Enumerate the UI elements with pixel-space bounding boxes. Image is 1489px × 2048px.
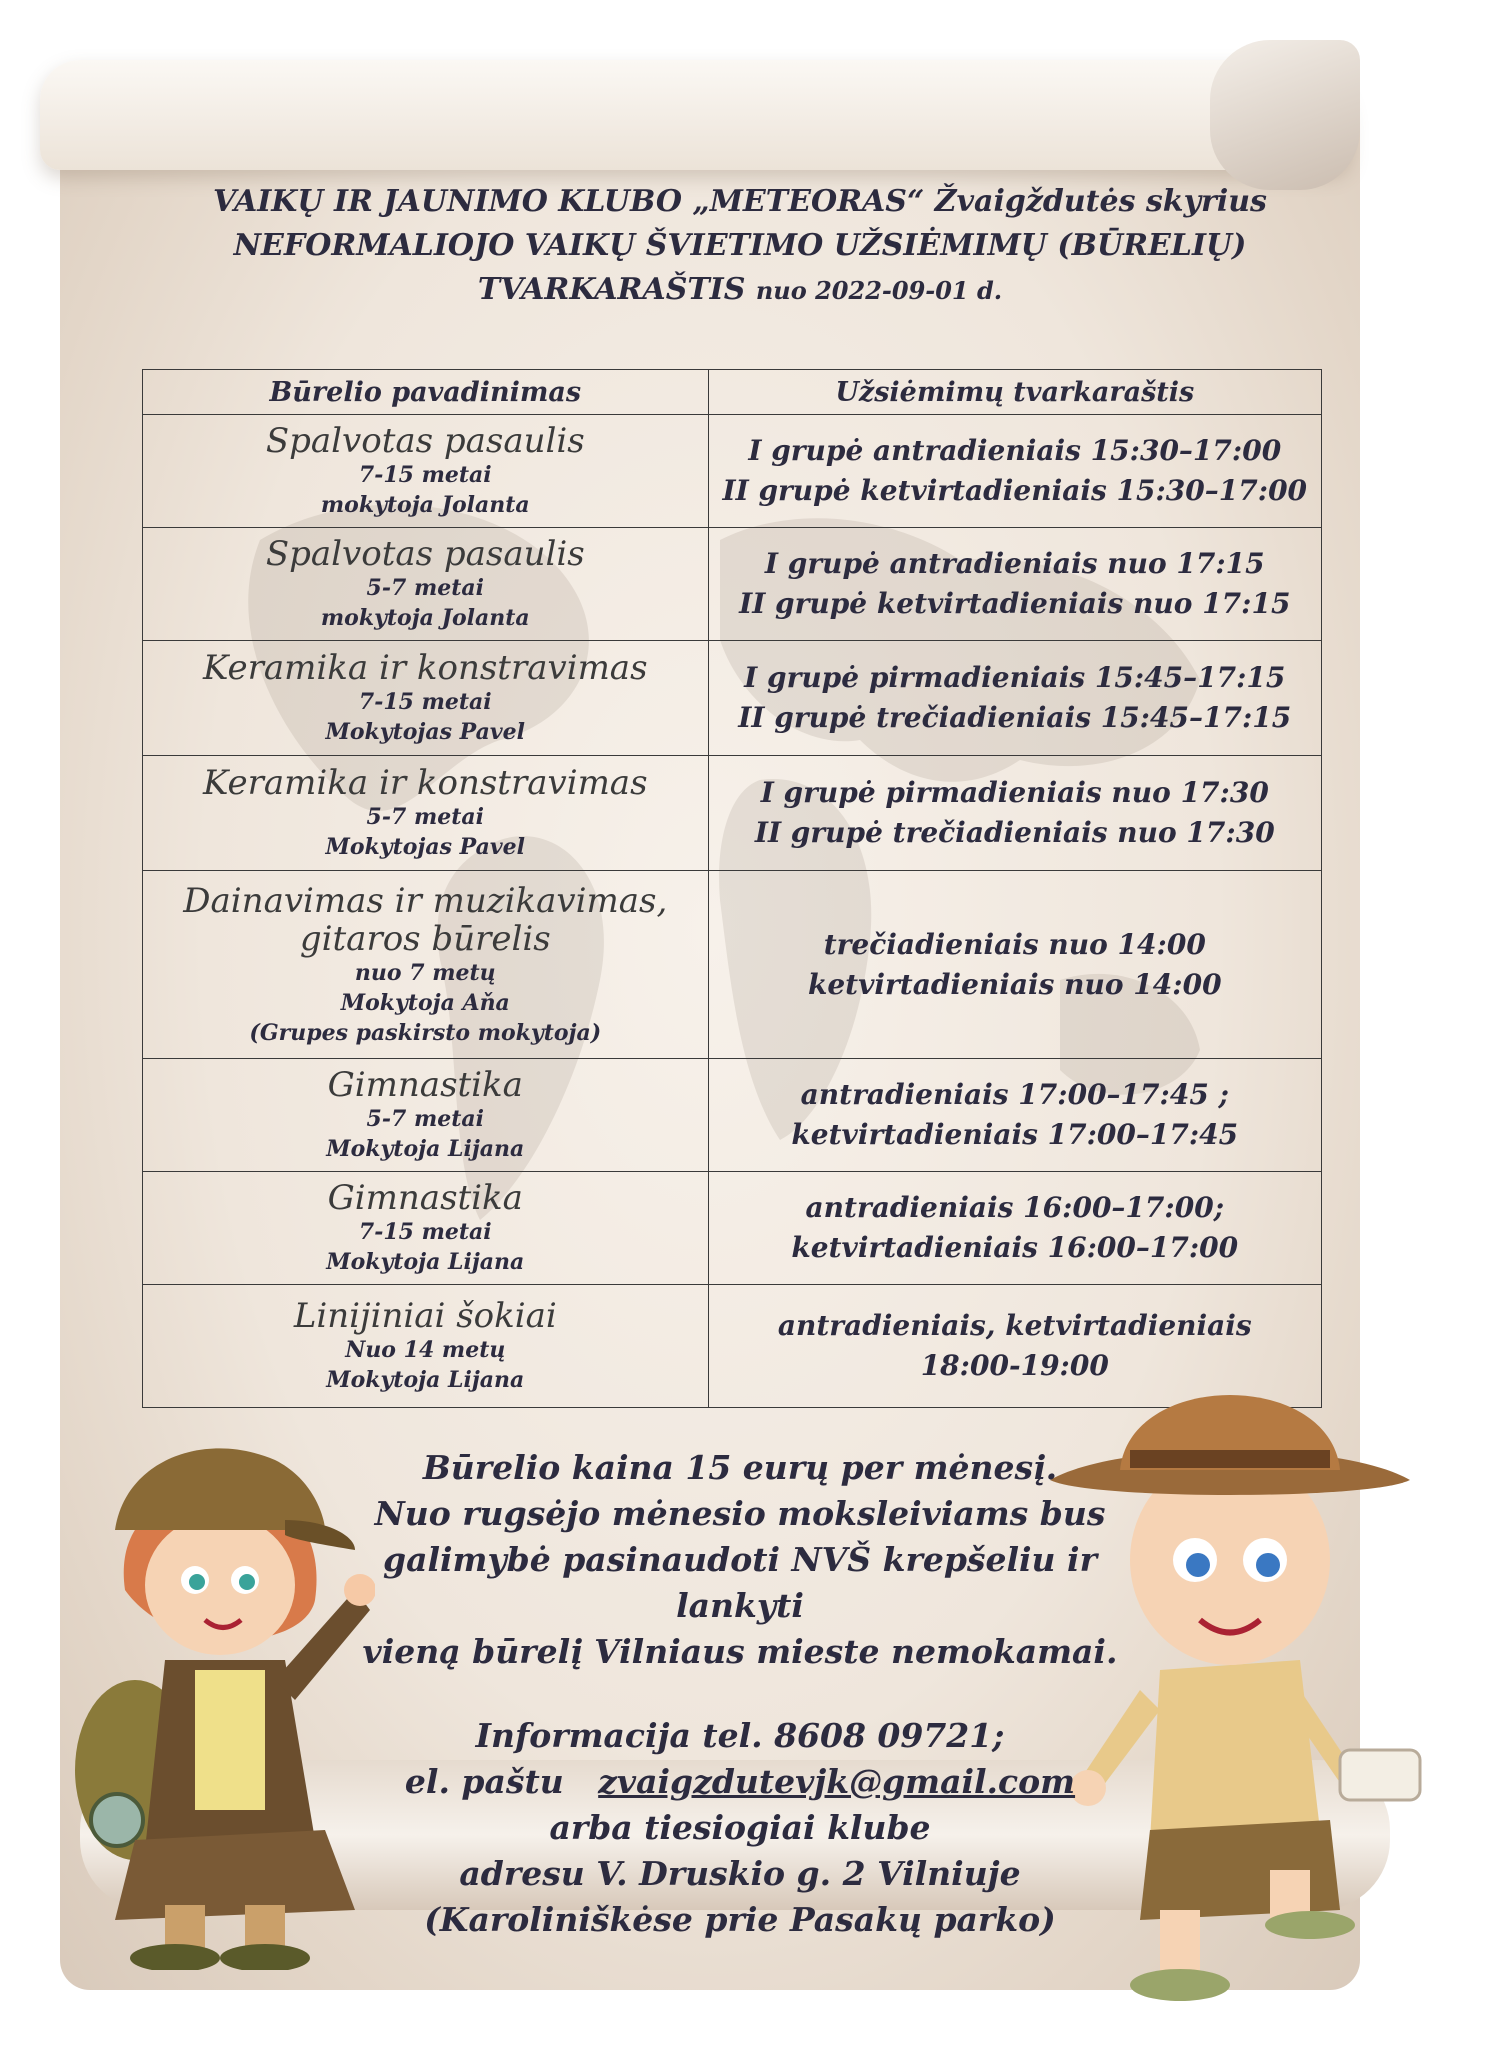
activity-name: Linijiniai šokiai <box>293 1296 557 1336</box>
schedule-cell <box>708 871 1321 1059</box>
schedule-cell <box>708 641 1321 756</box>
activity-name: Keramika ir konstravimas <box>203 763 648 803</box>
table-row <box>143 1059 1322 1172</box>
schedule-cell <box>708 528 1321 641</box>
activity-teacher: Mokytojas Pavel <box>325 719 526 745</box>
col-header-name: Būrelio pavadinimas <box>143 370 709 415</box>
activity-name: Dainavimas ir muzikavimas, <box>183 880 668 921</box>
schedule-cell <box>708 1172 1321 1285</box>
activity-age: 5-7 metai <box>366 804 485 830</box>
schedule-line: antradieniais 17:00–17:45 ; <box>800 1078 1229 1111</box>
title-line-2: NEFORMALIOJO VAIKŲ ŠVIETIMO UŽSIĖMIMŲ (BŪRELIŲ) <box>233 228 1247 263</box>
schedule-line: antradieniais, ketvirtadieniais <box>777 1309 1252 1342</box>
info-line: vieną būrelį Vilniaus mieste nemokamai. <box>362 1632 1118 1671</box>
activity-name: Spalvotas pasaulis <box>265 421 585 461</box>
activity-age: nuo 7 metų <box>354 959 496 986</box>
schedule-cell <box>708 415 1321 528</box>
schedule-line: ketvirtadieniais 16:00–17:00 <box>791 1231 1239 1264</box>
activity-age: 5-7 metai <box>366 575 485 601</box>
table-row <box>143 756 1322 871</box>
phone-text: Informacija tel. 8608 09721; <box>475 1716 1005 1755</box>
activity-name: Keramika ir konstravimas <box>203 648 648 688</box>
activity-cell <box>143 415 709 528</box>
activity-teacher: Mokytoja Lijana <box>326 1367 525 1393</box>
activity-teacher: mokytoja Jolanta <box>320 605 530 631</box>
activity-cell <box>143 871 709 1059</box>
schedule-line: I grupė pirmadieniais 15:45–17:15 <box>744 661 1286 694</box>
table-row <box>143 1172 1322 1285</box>
schedule-line: trečiadieniais nuo 14:00 <box>823 927 1206 961</box>
schedule-cell <box>708 756 1321 871</box>
location-text: (Karoliniškėse prie Pasakų parko) <box>424 1900 1056 1939</box>
activity-age: 5-7 metai <box>366 1106 485 1132</box>
activity-age: Nuo 14 metų <box>345 1337 506 1363</box>
table-header-row <box>143 370 1322 415</box>
title-schedule-word: TVARKARAŠTIS <box>477 272 746 307</box>
activity-name: Gimnastika <box>327 1178 523 1218</box>
schedule-line: I grupė antradieniais nuo 17:15 <box>764 547 1265 580</box>
activity-teacher: Mokytoja Aňa <box>340 989 510 1016</box>
parchment-curl <box>1210 40 1360 190</box>
activity-cell <box>143 1285 709 1408</box>
activity-age: 7-15 metai <box>358 689 492 715</box>
club-text: arba tiesiogiai klube <box>549 1808 931 1847</box>
title-line-3 <box>140 268 1340 313</box>
schedule-line: II grupė trečiadieniais nuo 17:30 <box>754 816 1275 849</box>
schedule-line: I grupė antradieniais 15:30–17:00 <box>748 434 1282 467</box>
activity-cell <box>143 1059 709 1172</box>
activity-cell <box>143 756 709 871</box>
footer-info <box>350 1445 1130 1943</box>
email-label: el. paštu <box>404 1762 564 1801</box>
table-row <box>143 415 1322 528</box>
activity-cell <box>143 641 709 756</box>
schedule-cell <box>708 1059 1321 1172</box>
activity-name-continued: gitaros būrelis <box>299 918 551 959</box>
document-title <box>140 180 1340 313</box>
activity-teacher: Mokytoja Lijana <box>326 1249 525 1275</box>
activity-note: (Grupes paskirsto mokytoja) <box>249 1019 602 1046</box>
schedule-line: II grupė trečiadieniais 15:45–17:15 <box>738 701 1292 734</box>
schedule-table <box>142 369 1322 1408</box>
girl-explorer-illustration <box>55 1410 375 1970</box>
table-row <box>143 641 1322 756</box>
col-header-schedule: Užsiėmimų tvarkaraštis <box>708 370 1321 415</box>
schedule-line: II grupė ketvirtadieniais nuo 17:15 <box>739 587 1291 620</box>
title-date: nuo 2022-09-01 d. <box>755 276 1003 305</box>
activity-cell <box>143 528 709 641</box>
parchment-top-roll <box>40 60 1350 170</box>
activity-cell <box>143 1172 709 1285</box>
email-link[interactable]: zvaigzdutevjk@gmail.com <box>598 1762 1076 1801</box>
address-text: adresu V. Druskio g. 2 Vilniuje <box>459 1854 1021 1893</box>
email-line <box>350 1759 1130 1805</box>
schedule-line: 18:00-19:00 <box>920 1349 1109 1382</box>
schedule-line: ketvirtadieniais nuo 14:00 <box>807 967 1222 1001</box>
table-row <box>143 871 1322 1059</box>
activity-teacher: mokytoja Jolanta <box>320 492 530 518</box>
activity-age: 7-15 metai <box>358 1219 492 1245</box>
table-row <box>143 528 1322 641</box>
schedule-line: II grupė ketvirtadieniais 15:30–17:00 <box>722 474 1308 507</box>
title-line-1: VAIKŲ IR JAUNIMO KLUBO „METEORAS“ Žvaigždutės skyrius <box>213 184 1267 219</box>
schedule-line: I grupė pirmadieniais nuo 17:30 <box>760 776 1269 809</box>
spacer <box>350 1675 1130 1713</box>
activity-name: Gimnastika <box>327 1065 523 1105</box>
activity-teacher: Mokytoja Lijana <box>326 1136 525 1162</box>
schedule-line: antradieniais 16:00–17:00; <box>805 1191 1225 1224</box>
price-text: Būrelio kaina 15 eurų per mėnesį. <box>422 1448 1058 1487</box>
info-line: Nuo rugsėjo mėnesio moksleiviams bus <box>374 1494 1106 1533</box>
schedule-line: ketvirtadieniais 17:00–17:45 <box>791 1118 1239 1151</box>
activity-age: 7-15 metai <box>358 462 492 488</box>
activity-teacher: Mokytojas Pavel <box>325 834 526 860</box>
activity-name: Spalvotas pasaulis <box>265 534 585 574</box>
info-line: galimybė pasinaudoti NVŠ krepšeliu ir lankyti <box>383 1540 1097 1625</box>
